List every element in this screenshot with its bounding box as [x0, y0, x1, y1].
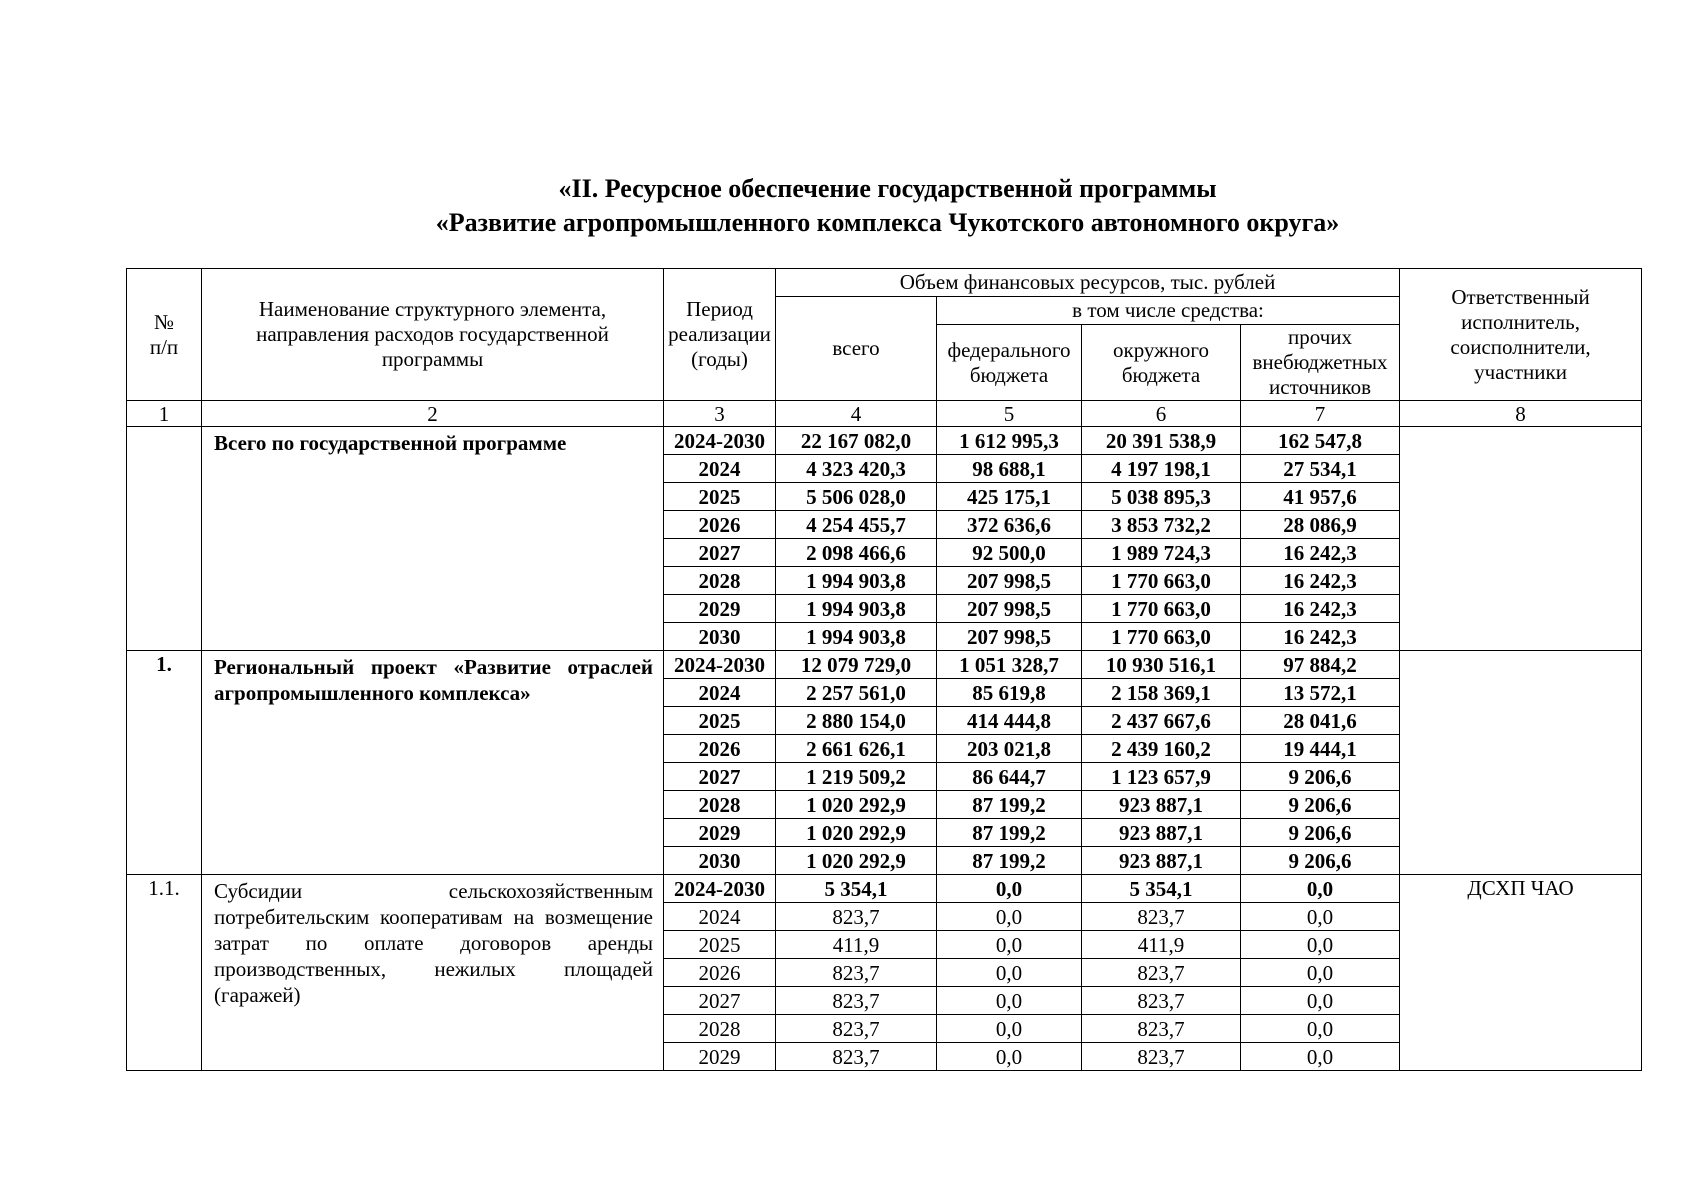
district-cell: 823,7 — [1082, 959, 1241, 987]
total-cell: 1 020 292,9 — [776, 819, 937, 847]
federal-cell: 372 636,6 — [937, 511, 1082, 539]
other-cell: 0,0 — [1241, 959, 1400, 987]
total-cell: 1 020 292,9 — [776, 847, 937, 875]
district-cell: 3 853 732,2 — [1082, 511, 1241, 539]
federal-cell: 92 500,0 — [937, 539, 1082, 567]
table-row — [127, 875, 1642, 903]
district-cell: 4 197 198,1 — [1082, 455, 1241, 483]
district-cell: 923 887,1 — [1082, 791, 1241, 819]
col-number: 6 — [1082, 401, 1241, 427]
header-name: Наименование структурного элемента, направления расходов государственной программы — [202, 269, 664, 401]
total-cell: 411,9 — [776, 931, 937, 959]
other-cell: 27 534,1 — [1241, 455, 1400, 483]
federal-cell: 85 619,8 — [937, 679, 1082, 707]
federal-cell: 207 998,5 — [937, 595, 1082, 623]
district-cell: 20 391 538,9 — [1082, 427, 1241, 455]
other-cell: 0,0 — [1241, 903, 1400, 931]
total-cell: 823,7 — [776, 1043, 937, 1071]
period-cell: 2026 — [664, 511, 776, 539]
total-cell: 1 994 903,8 — [776, 567, 937, 595]
district-cell: 823,7 — [1082, 1043, 1241, 1071]
executor — [1400, 427, 1642, 651]
district-cell: 1 770 663,0 — [1082, 595, 1241, 623]
other-cell: 0,0 — [1241, 1043, 1400, 1071]
period-cell: 2028 — [664, 567, 776, 595]
period-cell: 2027 — [664, 987, 776, 1015]
period-cell: 2024 — [664, 903, 776, 931]
resource-table — [126, 268, 1642, 1071]
header-period: Период реализации (годы) — [664, 269, 776, 401]
header-num: № п/п — [127, 269, 202, 401]
other-cell: 97 884,2 — [1241, 651, 1400, 679]
period-cell: 2024-2030 — [664, 875, 776, 903]
other-cell: 28 041,6 — [1241, 707, 1400, 735]
element-name: Субсидии сельскохозяйственным потребительским кооперативам на возмещение затрат по оплате договоров аренды производственных, нежилых площадей (гаражей) — [202, 875, 664, 1071]
column-number-row — [127, 401, 1642, 427]
total-cell: 2 257 561,0 — [776, 679, 937, 707]
title-line-2: «Развитие агропромышленного комплекса Чукотского автономного округа» — [435, 208, 1340, 237]
header-other: прочих внебюджетных источников — [1241, 325, 1400, 401]
federal-cell: 1 612 995,3 — [937, 427, 1082, 455]
district-cell: 923 887,1 — [1082, 819, 1241, 847]
other-cell: 0,0 — [1241, 931, 1400, 959]
period-cell: 2024-2030 — [664, 427, 776, 455]
federal-cell: 0,0 — [937, 959, 1082, 987]
table-row — [127, 651, 1642, 679]
total-cell: 2 880 154,0 — [776, 707, 937, 735]
header-total: всего — [776, 297, 937, 401]
header-federal: федерального бюджета — [937, 325, 1082, 401]
district-cell: 823,7 — [1082, 987, 1241, 1015]
other-cell: 19 444,1 — [1241, 735, 1400, 763]
header-executor: Ответственный исполнитель, соисполнители, участники — [1400, 269, 1642, 401]
district-cell: 1 770 663,0 — [1082, 623, 1241, 651]
header-volume: Объем финансовых ресурсов, тыс. рублей — [776, 269, 1400, 297]
row-number: 1. — [127, 651, 202, 875]
element-name: Региональный проект «Развитие отраслей агропромышленного комплекса» — [202, 651, 664, 875]
other-cell: 162 547,8 — [1241, 427, 1400, 455]
federal-cell: 0,0 — [937, 875, 1082, 903]
total-cell: 823,7 — [776, 959, 937, 987]
federal-cell: 87 199,2 — [937, 847, 1082, 875]
period-cell: 2024-2030 — [664, 651, 776, 679]
total-cell: 22 167 082,0 — [776, 427, 937, 455]
district-cell: 10 930 516,1 — [1082, 651, 1241, 679]
other-cell: 16 242,3 — [1241, 567, 1400, 595]
district-cell: 411,9 — [1082, 931, 1241, 959]
district-cell: 823,7 — [1082, 903, 1241, 931]
period-cell: 2028 — [664, 1015, 776, 1043]
col-number: 3 — [664, 401, 776, 427]
other-cell: 13 572,1 — [1241, 679, 1400, 707]
col-number: 4 — [776, 401, 937, 427]
period-cell: 2029 — [664, 819, 776, 847]
col-number: 1 — [127, 401, 202, 427]
header-district: окружного бюджета — [1082, 325, 1241, 401]
total-cell: 12 079 729,0 — [776, 651, 937, 679]
header-incl: в том числе средства: — [937, 297, 1400, 325]
period-cell: 2028 — [664, 791, 776, 819]
period-cell: 2030 — [664, 847, 776, 875]
district-cell: 2 158 369,1 — [1082, 679, 1241, 707]
table-row — [127, 427, 1642, 455]
executor: ДСХП ЧАО — [1400, 875, 1642, 1071]
other-cell: 9 206,6 — [1241, 847, 1400, 875]
other-cell: 16 242,3 — [1241, 539, 1400, 567]
period-cell: 2025 — [664, 483, 776, 511]
period-cell: 2029 — [664, 595, 776, 623]
federal-cell: 414 444,8 — [937, 707, 1082, 735]
federal-cell: 1 051 328,7 — [937, 651, 1082, 679]
federal-cell: 98 688,1 — [937, 455, 1082, 483]
col-number: 5 — [937, 401, 1082, 427]
other-cell: 0,0 — [1241, 1015, 1400, 1043]
period-cell: 2024 — [664, 455, 776, 483]
district-cell: 1 989 724,3 — [1082, 539, 1241, 567]
element-name: Всего по государственной программе — [202, 427, 664, 651]
district-cell: 823,7 — [1082, 1015, 1241, 1043]
total-cell: 5 354,1 — [776, 875, 937, 903]
total-cell: 4 323 420,3 — [776, 455, 937, 483]
district-cell: 5 038 895,3 — [1082, 483, 1241, 511]
federal-cell: 0,0 — [937, 931, 1082, 959]
period-cell: 2025 — [664, 931, 776, 959]
page-title — [0, 172, 1698, 240]
period-cell: 2027 — [664, 539, 776, 567]
district-cell: 2 437 667,6 — [1082, 707, 1241, 735]
period-cell: 2024 — [664, 679, 776, 707]
other-cell: 28 086,9 — [1241, 511, 1400, 539]
col-number: 2 — [202, 401, 664, 427]
period-cell: 2030 — [664, 623, 776, 651]
other-cell: 9 206,6 — [1241, 819, 1400, 847]
federal-cell: 0,0 — [937, 903, 1082, 931]
period-cell: 2029 — [664, 1043, 776, 1071]
other-cell: 41 957,6 — [1241, 483, 1400, 511]
federal-cell: 86 644,7 — [937, 763, 1082, 791]
total-cell: 1 994 903,8 — [776, 595, 937, 623]
other-cell: 16 242,3 — [1241, 623, 1400, 651]
total-cell: 1 219 509,2 — [776, 763, 937, 791]
district-cell: 1 770 663,0 — [1082, 567, 1241, 595]
total-cell: 4 254 455,7 — [776, 511, 937, 539]
other-cell: 9 206,6 — [1241, 763, 1400, 791]
district-cell: 1 123 657,9 — [1082, 763, 1241, 791]
other-cell: 9 206,6 — [1241, 791, 1400, 819]
federal-cell: 87 199,2 — [937, 791, 1082, 819]
federal-cell: 0,0 — [937, 1015, 1082, 1043]
total-cell: 1 994 903,8 — [776, 623, 937, 651]
period-cell: 2027 — [664, 763, 776, 791]
federal-cell: 0,0 — [937, 987, 1082, 1015]
total-cell: 823,7 — [776, 1015, 937, 1043]
district-cell: 5 354,1 — [1082, 875, 1241, 903]
other-cell: 16 242,3 — [1241, 595, 1400, 623]
row-number — [127, 427, 202, 651]
row-number: 1.1. — [127, 875, 202, 1071]
other-cell: 0,0 — [1241, 875, 1400, 903]
title-line-1: «II. Ресурсное обеспечение государственной программы — [558, 174, 1217, 203]
district-cell: 923 887,1 — [1082, 847, 1241, 875]
district-cell: 2 439 160,2 — [1082, 735, 1241, 763]
total-cell: 2 661 626,1 — [776, 735, 937, 763]
period-cell: 2026 — [664, 959, 776, 987]
period-cell: 2025 — [664, 707, 776, 735]
federal-cell: 203 021,8 — [937, 735, 1082, 763]
other-cell: 0,0 — [1241, 987, 1400, 1015]
federal-cell: 207 998,5 — [937, 567, 1082, 595]
period-cell: 2026 — [664, 735, 776, 763]
total-cell: 823,7 — [776, 987, 937, 1015]
federal-cell: 425 175,1 — [937, 483, 1082, 511]
total-cell: 2 098 466,6 — [776, 539, 937, 567]
total-cell: 5 506 028,0 — [776, 483, 937, 511]
federal-cell: 207 998,5 — [937, 623, 1082, 651]
federal-cell: 87 199,2 — [937, 819, 1082, 847]
executor — [1400, 651, 1642, 875]
col-number: 8 — [1400, 401, 1642, 427]
total-cell: 823,7 — [776, 903, 937, 931]
total-cell: 1 020 292,9 — [776, 791, 937, 819]
col-number: 7 — [1241, 401, 1400, 427]
federal-cell: 0,0 — [937, 1043, 1082, 1071]
